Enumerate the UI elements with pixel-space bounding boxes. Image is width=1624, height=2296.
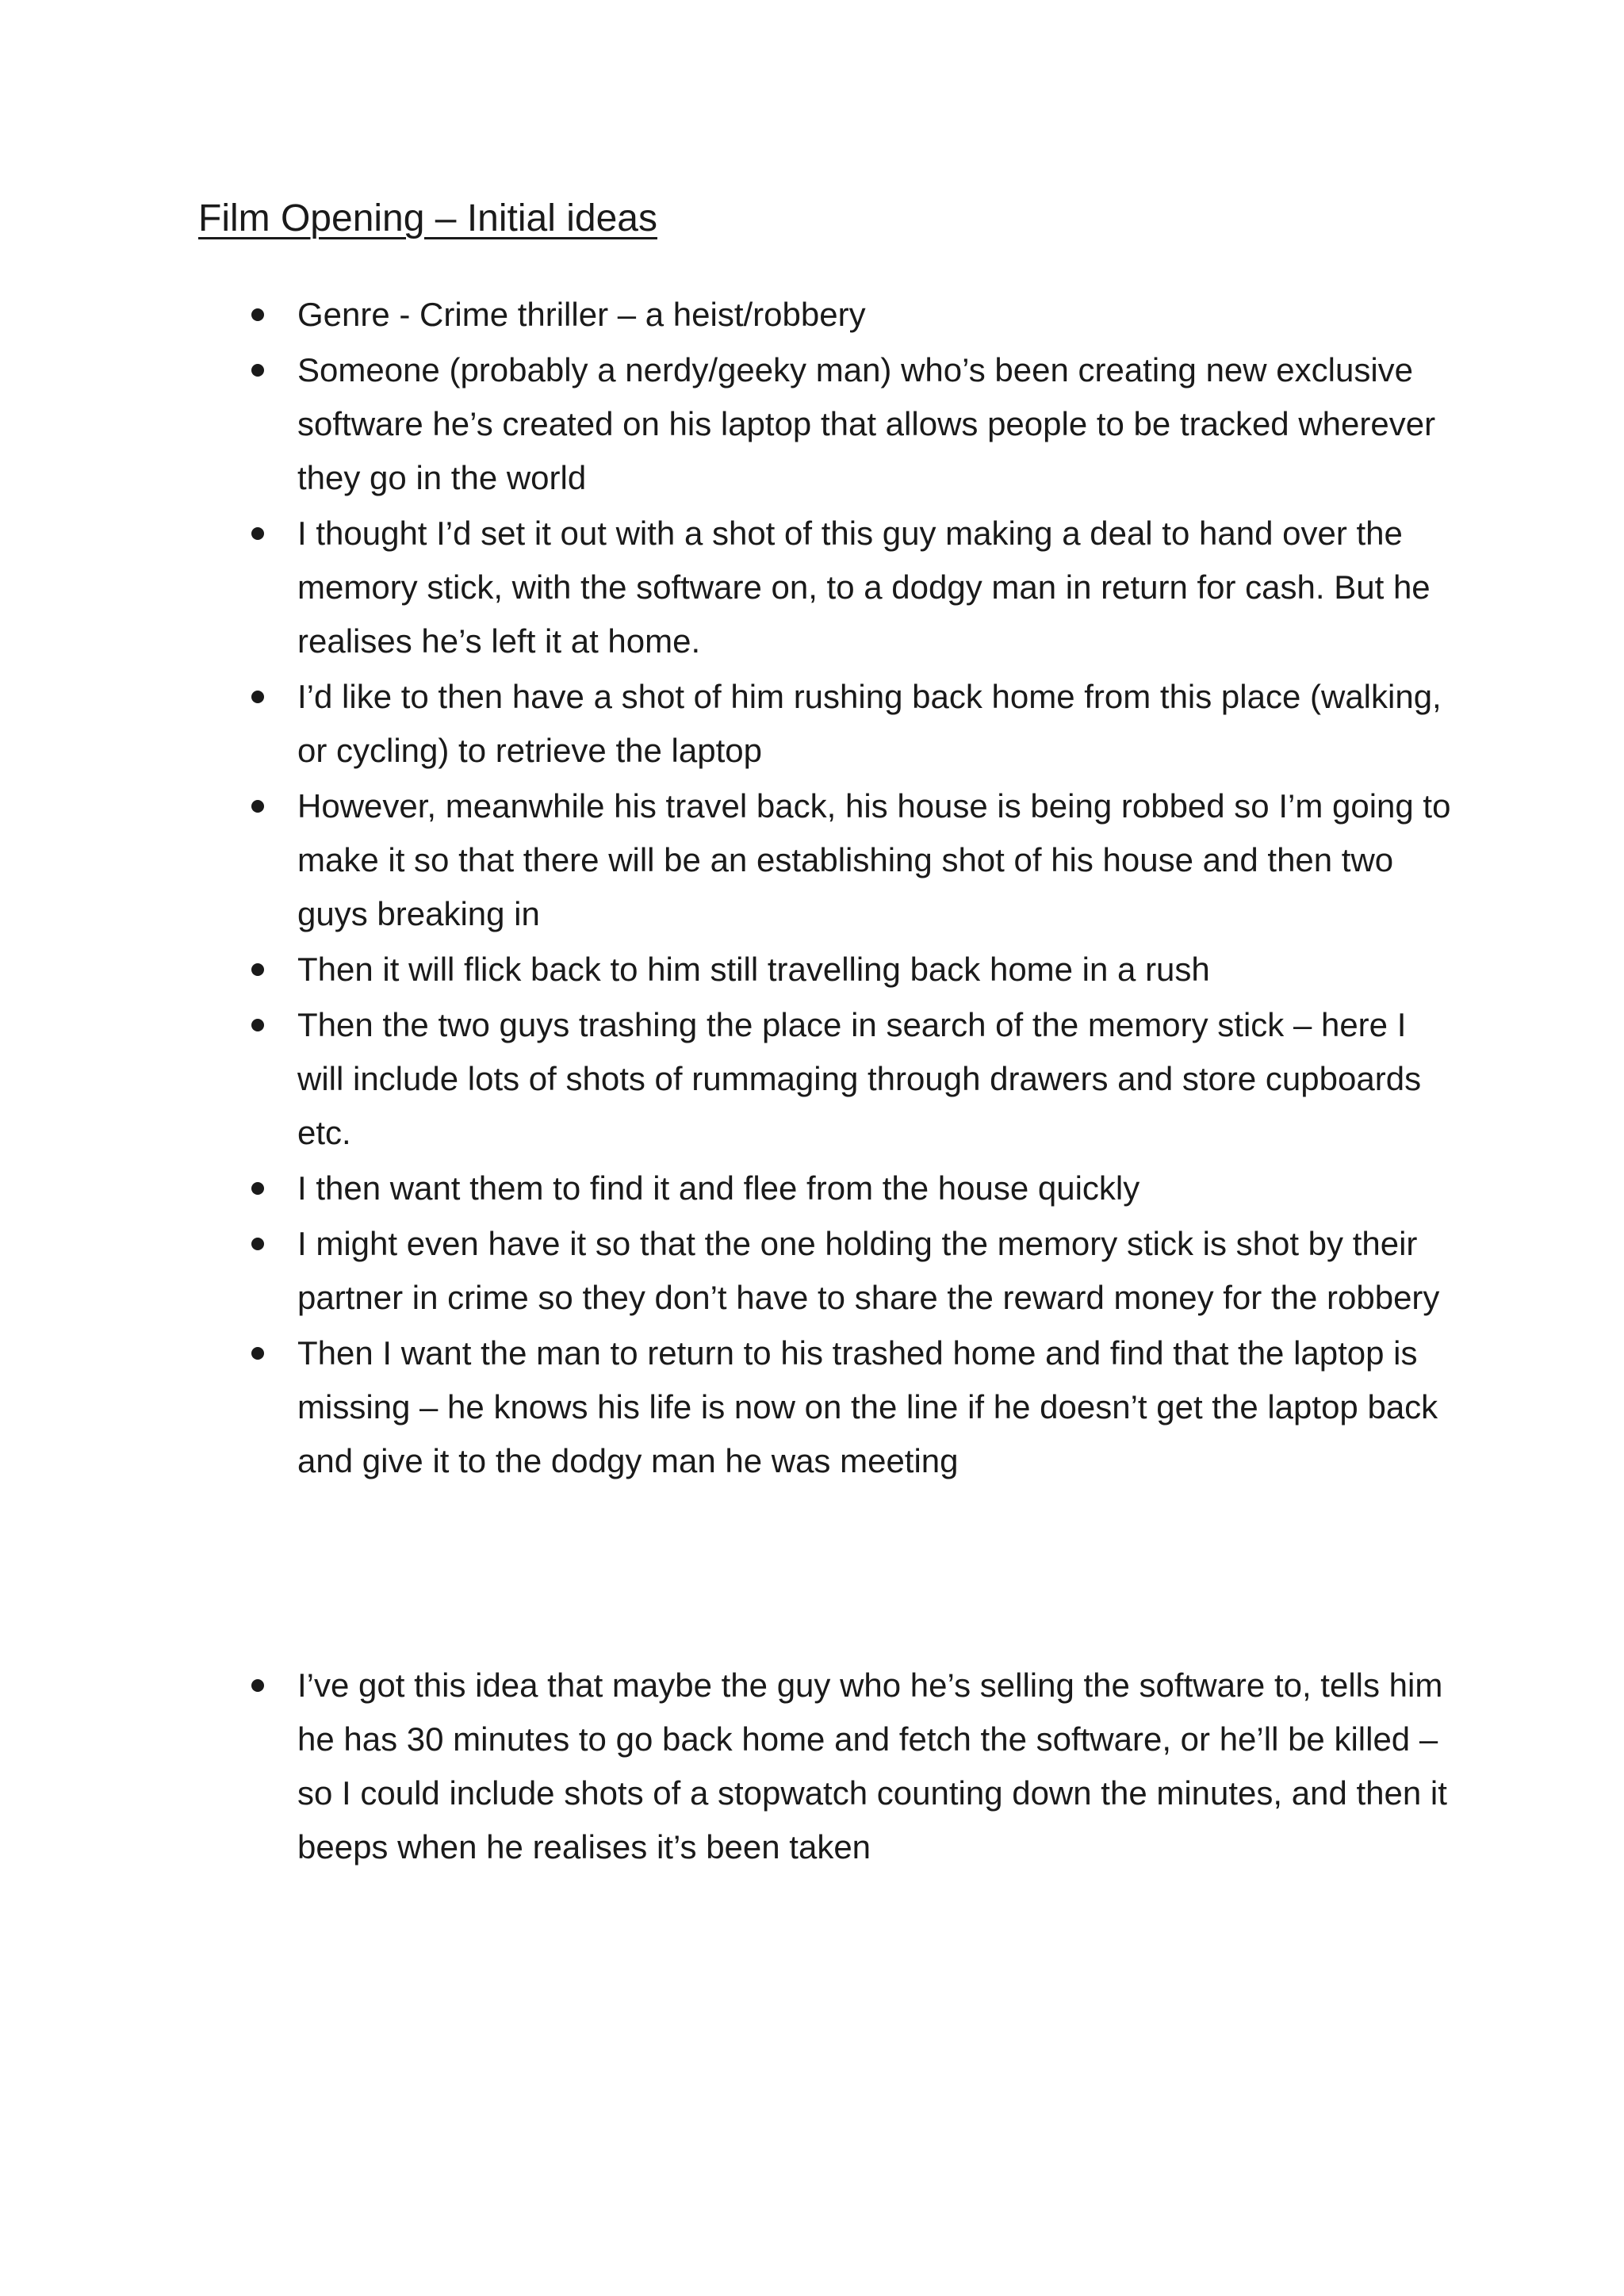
list-item: Then the two guys trashing the place in search of the memory stick – here I will include lots of shots of rummaging through drawers and store cupboards etc. <box>297 998 1455 1160</box>
list-item: I’ve got this idea that maybe the guy who he’s selling the software to, tells him he has 30 minutes to go back home and fetch the software, or he’ll be killed – so I could include shots of a stopwatch counting down the minutes, and then it beeps when he realises it’s been taken <box>297 1659 1455 1874</box>
list-item: Genre - Crime thriller – a heist/robbery <box>297 288 1455 342</box>
list-item: Then it will flick back to him still travelling back home in a rush <box>297 943 1455 997</box>
list-item: Then I want the man to return to his trashed home and find that the laptop is missing – he knows his life is now on the line if he doesn’t get the laptop back and give it to the dodgy man he was meeting <box>297 1326 1455 1488</box>
list-item: I’d like to then have a shot of him rushing back home from this place (walking, or cycling) to retrieve the laptop <box>297 670 1455 778</box>
document-title: Film Opening – Initial ideas <box>198 197 657 239</box>
list-item: I thought I’d set it out with a shot of this guy making a deal to hand over the memory stick, with the software on, to a dodgy man in return for cash. But he realises he’s left it at home. <box>297 507 1455 668</box>
list-item: I might even have it so that the one holding the memory stick is shot by their partner in crime so they don’t have to share the reward money for the robbery <box>297 1217 1455 1325</box>
extra-ideas-list <box>297 1659 1455 1876</box>
ideas-list <box>297 288 1455 1490</box>
list-item: However, meanwhile his travel back, his house is being robbed so I’m going to make it so that there will be an establishing shot of his house and then two guys breaking in <box>297 779 1455 941</box>
list-item: I then want them to find it and flee from the house quickly <box>297 1161 1455 1215</box>
list-item: Someone (probably a nerdy/geeky man) who’s been creating new exclusive software he’s created on his laptop that allows people to be tracked wherever they go in the world <box>297 343 1455 505</box>
